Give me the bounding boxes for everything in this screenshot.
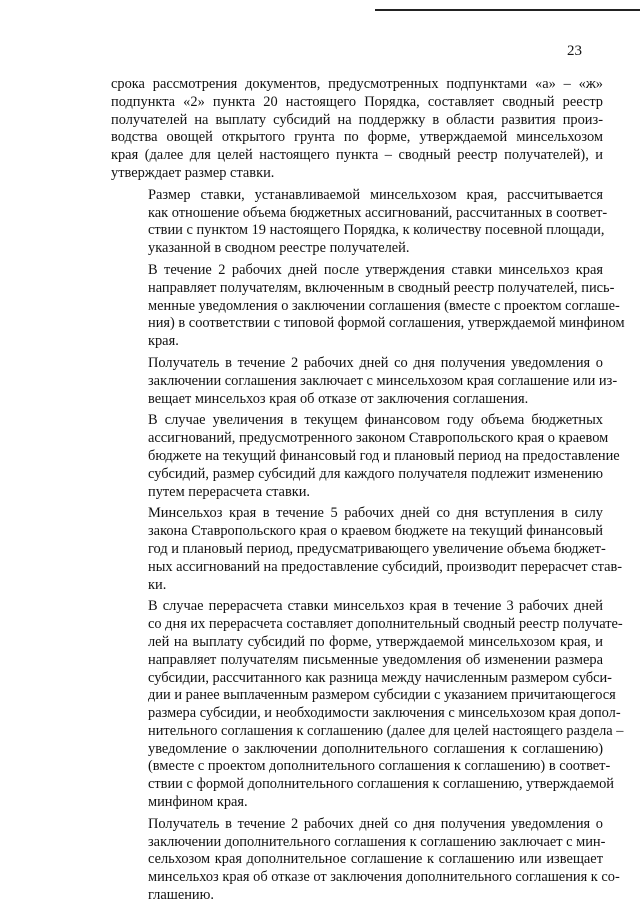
paragraph-line: путем перерасчета ставки. [148,483,311,500]
paragraph-line: В течение 2 рабочих дней после утверждения ставки минсельхоз края [148,261,603,278]
paragraph-line: (вместе с проектом дополнительного соглашения к соглашению) в соответ- [148,758,611,775]
paragraph-line: В случае перерасчета ставки минсельхоз края в течение 3 рабочих дней [148,598,603,615]
document-body [111,76,625,909]
paragraph-line: закона Ставропольского края о краевом бюджете на текущий финансовый [148,523,603,540]
paragraph-line: менные уведомления о заключении соглашения (вместе с проектом соглаше- [148,297,620,314]
paragraph-line: утверждает размер ставки. [111,164,275,181]
paragraph [111,354,618,408]
paragraph-line: направляет получателям письменные уведомления об изменении размера [148,651,603,668]
paragraph-line: размера субсидии, и необходимости заключения с минсельхозом края допол- [148,705,621,722]
top-rule [375,9,640,11]
paragraph-line: нительного соглашения к соглашению (далее для целей настоящего раздела – [148,722,624,739]
paragraph-line: сельхозом края дополнительное соглашение к соглашению или извещает [148,851,603,868]
paragraph-line: ки. [148,576,167,593]
paragraph [111,261,625,351]
paragraph-line: год и плановый период, предусматривающего увеличение объема бюджет- [148,540,606,557]
paragraph-line: подпункта «2» пункта 20 настоящего Порядка, составляет сводный реестр [111,93,603,110]
paragraph-line: со дня их перерасчета составляет дополнительный сводный реестр получате- [148,616,623,633]
paragraph-line: Получатель в течение 2 рабочих дней со дня получения уведомления о [148,354,603,371]
paragraph-line: лей на выплату субсидий по форме, утверждаемой минсельхозом края, и [148,633,603,650]
paragraph-line: получателей на выплату субсидий на поддержку в области развития произ- [111,111,603,128]
paragraph-line: водства овощей открытого грунта по форме, утверждаемой минсельхозом [111,129,603,146]
paragraph-line: минсельхоз края об отказе от заключения дополнительного соглашения к со- [148,869,620,886]
page-number: 23 [567,43,582,59]
paragraph-line: В случае увеличения в текущем финансовом году объема бюджетных [148,412,603,429]
paragraph-line: ствии с формой дополнительного соглашения к соглашению, утверждаемой [148,776,614,793]
paragraph-line: ствии с пунктом 19 настоящего Порядка, к количеству посевной площади, [148,222,605,239]
paragraph-line: глашению. [148,887,214,904]
paragraph-line: как отношение объема бюджетных ассигнований, рассчитанных в соответ- [148,204,608,221]
paragraph-line: ных ассигнований на предоставление субсидий, производит перерасчет став- [148,558,623,575]
paragraph-line: края. [148,333,179,350]
paragraph-line: уведомление о заключении дополнительного соглашения к соглашению) [148,740,603,757]
paragraph-line: ассигнований, предусмотренного законом Ставропольского края о краевом [148,430,609,447]
paragraph-line: заключении дополнительного соглашения к соглашению заключает с мин- [148,833,606,850]
paragraph-line: субсидий, размер субсидий для каждого получателя подлежит изменению [148,465,603,482]
paragraph-line: срока рассмотрения документов, предусмотренных подпунктами «а» – «ж» [111,76,603,92]
paragraph-line: субсидии, рассчитанного как разница между начисленным размером субси- [148,669,612,686]
paragraph-line: бюджете на текущий финансовый год и плановый период на предоставление [148,447,620,464]
paragraph [111,412,620,501]
paragraph [111,815,620,905]
paragraph-line: Минсельхоз края в течение 5 рабочих дней со дня вступления в силу [148,505,603,522]
paragraph-line: минфином края. [148,794,248,811]
paragraph [111,598,624,812]
paragraph-line: Размер ставки, устанавливаемой минсельхозом края, рассчитывается [148,186,603,203]
paragraph [111,505,623,594]
paragraph-line: направляет получателям, включенным в сводный реестр получателей, пись- [148,279,615,296]
paragraph-line: заключении соглашения заключает с минсельхозом края соглашение или из- [148,372,618,389]
paragraph-line: дии и ранее выплаченным размером субсидии с указанием причитающегося [148,687,616,704]
paragraph-line: вещает минсельхоз края об отказе от заключения соглашения. [148,390,529,407]
paragraph-line: края (далее для целей настоящего пункта – сводный реестр получателей), и [111,147,603,164]
paragraph-line: Получатель в течение 2 рабочих дней со дня получения уведомления о [148,815,603,832]
paragraph-line: ния) в соответствии с типовой формой соглашения, утверждаемой минфином [148,315,625,332]
paragraph [111,186,608,258]
paragraph-line: указанной в сводном реестре получателей. [148,240,410,257]
paragraph [111,76,603,183]
